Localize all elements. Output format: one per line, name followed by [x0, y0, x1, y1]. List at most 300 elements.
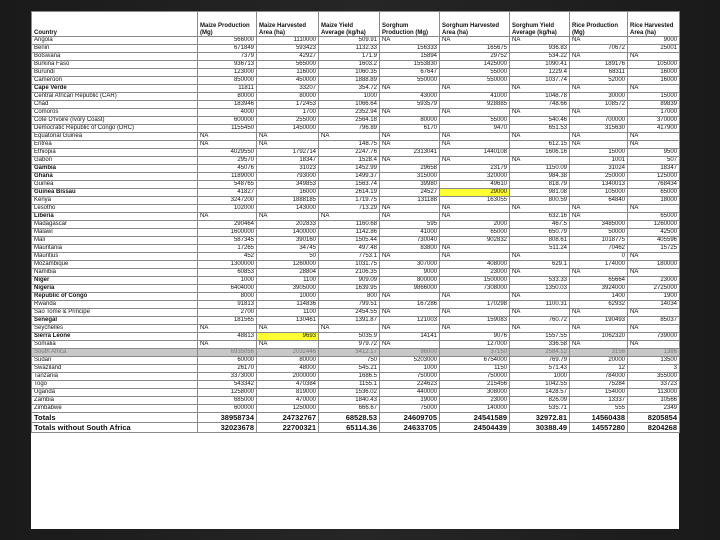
value-cell: 1528.4 — [319, 157, 380, 165]
value-cell: 159083 — [440, 317, 510, 325]
value-cell: NA — [380, 213, 440, 221]
value-cell: 3924000 — [570, 285, 628, 293]
value-cell: 632.16 — [510, 213, 570, 221]
value-cell: 125000 — [628, 173, 680, 181]
value-cell: 800 — [319, 293, 380, 301]
table-row — [32, 69, 680, 77]
value-cell: 1840.43 — [319, 397, 380, 405]
value-cell: 24527 — [380, 189, 440, 197]
value-cell: 31023 — [257, 165, 319, 173]
table-row — [32, 325, 680, 333]
value-cell: 800.59 — [510, 197, 570, 205]
value-cell: 140000 — [440, 405, 510, 413]
value-cell: NA — [440, 253, 510, 261]
value-cell: 67647 — [380, 69, 440, 77]
country-cell: Mauritania — [32, 245, 198, 253]
header-row — [32, 12, 680, 37]
value-cell: 250000 — [570, 173, 628, 181]
value-cell: 174000 — [570, 261, 628, 269]
value-cell: 1350.03 — [510, 285, 570, 293]
value-cell: 440000 — [380, 389, 440, 397]
table-row — [32, 189, 680, 197]
value-cell: 349853 — [257, 181, 319, 189]
value-cell: 75000 — [380, 405, 440, 413]
value-cell: NA — [570, 109, 628, 117]
table-row — [32, 61, 680, 69]
value-cell: 8204268 — [628, 423, 680, 433]
table-row — [32, 285, 680, 293]
value-cell: 796.89 — [319, 125, 380, 133]
value-cell: 55000 — [440, 117, 510, 125]
value-cell: 7379 — [198, 53, 257, 61]
value-cell: 534.22 — [510, 53, 570, 61]
spreadsheet-sheet — [31, 11, 679, 529]
value-cell: NA — [440, 85, 510, 93]
value-cell: NA — [570, 341, 628, 349]
value-cell: NA — [440, 309, 510, 317]
value-cell: 9000 — [628, 37, 680, 45]
value-cell: NA — [510, 253, 570, 261]
country-cell: Togo — [32, 381, 198, 389]
value-cell: NA — [319, 133, 380, 141]
value-cell: 1258000 — [198, 389, 257, 397]
value-cell: 15000 — [570, 149, 628, 157]
table-row — [32, 181, 680, 189]
value-cell: 8000 — [198, 293, 257, 301]
value-cell: 2725000 — [628, 285, 680, 293]
table-row — [32, 269, 680, 277]
value-cell: NA — [380, 253, 440, 261]
value-cell: 981.08 — [510, 189, 570, 197]
value-cell: 600000 — [198, 405, 257, 413]
value-cell: NA — [510, 325, 570, 333]
value-cell: NA — [510, 309, 570, 317]
table-row — [32, 309, 680, 317]
country-cell: Republic of Congo — [32, 293, 198, 301]
value-cell: 70672 — [570, 45, 628, 53]
country-cell: Mauritius — [32, 253, 198, 261]
value-cell: 2584.12 — [510, 349, 570, 357]
value-cell: 1037.74 — [510, 77, 570, 85]
value-cell: 1000 — [319, 93, 380, 101]
value-cell: 902832 — [440, 237, 510, 245]
value-cell: NA — [380, 293, 440, 301]
value-cell: NA — [510, 133, 570, 141]
table-row — [32, 389, 680, 397]
table-row — [32, 341, 680, 349]
value-cell: 38958734 — [198, 413, 257, 423]
value-cell: 1505.44 — [319, 237, 380, 245]
value-cell: 1260000 — [257, 261, 319, 269]
table-body — [32, 37, 680, 433]
value-cell: 30388.49 — [510, 423, 570, 433]
table-row — [32, 333, 680, 341]
value-cell: 65664 — [570, 277, 628, 285]
table-row — [32, 77, 680, 85]
value-cell: 18347 — [257, 157, 319, 165]
value-cell: NA — [628, 309, 680, 317]
header-sorghum-yield: Sorghum Yield Average (kg/ha) — [510, 12, 570, 37]
country-cell: Senegal — [32, 317, 198, 325]
header-maize-production: Maize Production (Mg) — [198, 12, 257, 37]
value-cell: 9470 — [440, 125, 510, 133]
value-cell: 172453 — [257, 101, 319, 109]
value-cell: 16000 — [257, 189, 319, 197]
country-cell: Zambia — [32, 397, 198, 405]
value-cell: 41000 — [380, 229, 440, 237]
country-cell: Madagascar — [32, 221, 198, 229]
table-row — [32, 365, 680, 373]
value-cell: NA — [570, 205, 628, 213]
value-cell: 24732767 — [257, 413, 319, 423]
table-row — [32, 381, 680, 389]
value-cell: 13500 — [628, 357, 680, 365]
table-row — [32, 245, 680, 253]
value-cell: 593579 — [380, 101, 440, 109]
value-cell: 320000 — [440, 173, 510, 181]
country-cell: Burkina Faso — [32, 61, 198, 69]
country-cell: Namibia — [32, 269, 198, 277]
value-cell: 42927 — [257, 53, 319, 61]
value-cell: 29570 — [198, 157, 257, 165]
value-cell: 180000 — [628, 261, 680, 269]
value-cell: 1553830 — [380, 61, 440, 69]
value-cell: 127000 — [440, 341, 510, 349]
value-cell: 1000 — [198, 277, 257, 285]
value-cell: 1110000 — [257, 37, 319, 45]
value-cell: NA — [440, 157, 510, 165]
value-cell: 550000 — [440, 77, 510, 85]
value-cell: 3412.17 — [319, 349, 380, 357]
value-cell: NA — [628, 205, 680, 213]
table-row — [32, 109, 680, 117]
value-cell: 183946 — [198, 101, 257, 109]
country-cell: Eritrea — [32, 141, 198, 149]
country-cell: Sudan — [32, 357, 198, 365]
value-cell: 1557.55 — [510, 333, 570, 341]
value-cell: 224623 — [380, 381, 440, 389]
value-cell: 566000 — [198, 37, 257, 45]
value-cell: NA — [440, 109, 510, 117]
country-cell: Equatorial Guinea — [32, 133, 198, 141]
value-cell: 30000 — [570, 93, 628, 101]
value-cell: 89839 — [628, 101, 680, 109]
value-cell: NA — [319, 325, 380, 333]
value-cell: NA — [380, 109, 440, 117]
value-cell: 543342 — [198, 381, 257, 389]
value-cell: NA — [380, 133, 440, 141]
totals-row — [32, 423, 680, 433]
country-cell: Totals without South Africa — [32, 423, 198, 433]
country-cell: Angola — [32, 37, 198, 45]
country-cell: Zimbabwe — [32, 405, 198, 413]
value-cell: 91813 — [198, 301, 257, 309]
value-cell: NA — [570, 85, 628, 93]
value-cell: 41827 — [198, 189, 257, 197]
value-cell: 1450000 — [257, 125, 319, 133]
value-cell: 41000 — [440, 93, 510, 101]
value-cell: 1060.35 — [319, 69, 380, 77]
table-row — [32, 205, 680, 213]
value-cell: 571.43 — [510, 365, 570, 373]
value-cell: NA — [628, 133, 680, 141]
value-cell: 24541589 — [440, 413, 510, 423]
value-cell: 102000 — [198, 205, 257, 213]
value-cell: 1603.2 — [319, 61, 380, 69]
value-cell: NA — [380, 309, 440, 317]
value-cell: NA — [570, 269, 628, 277]
value-cell: 750 — [319, 357, 380, 365]
value-cell: 65114.36 — [319, 423, 380, 433]
value-cell: 9076 — [440, 333, 510, 341]
country-cell: Cote D'Ivoire (Ivory Coast) — [32, 117, 198, 125]
value-cell: NA — [570, 325, 628, 333]
value-cell: 143000 — [257, 205, 319, 213]
country-cell: Rwanda — [32, 301, 198, 309]
value-cell: NA — [380, 37, 440, 45]
header-rice-area: Rice Harvested Area (ha) — [628, 12, 680, 37]
value-cell: 470384 — [257, 381, 319, 389]
country-cell: Gambia — [32, 165, 198, 173]
value-cell: 0 — [570, 253, 628, 261]
value-cell: NA — [380, 85, 440, 93]
value-cell: NA — [198, 213, 257, 221]
value-cell: NA — [257, 341, 319, 349]
country-cell: Cameroon — [32, 77, 198, 85]
value-cell: 14141 — [380, 333, 440, 341]
table-row — [32, 149, 680, 157]
value-cell: 1100 — [257, 277, 319, 285]
value-cell: 28804 — [257, 269, 319, 277]
value-cell: 114836 — [257, 301, 319, 309]
value-cell: 154000 — [570, 389, 628, 397]
country-cell: Lesotho — [32, 205, 198, 213]
value-cell: 290464 — [198, 221, 257, 229]
country-cell: Mozambique — [32, 261, 198, 269]
value-cell: 29658 — [380, 165, 440, 173]
value-cell: 1042.55 — [510, 381, 570, 389]
value-cell: 31024 — [570, 165, 628, 173]
value-cell: 16000 — [628, 77, 680, 85]
value-cell: 2032446 — [257, 349, 319, 357]
value-cell: 370000 — [628, 117, 680, 125]
value-cell: NA — [628, 53, 680, 61]
value-cell: 600000 — [198, 117, 257, 125]
value-cell: 1000 — [380, 365, 440, 373]
value-cell: 1700 — [257, 109, 319, 117]
country-cell: Sao Tome & Principe — [32, 309, 198, 317]
value-cell: 799.51 — [319, 301, 380, 309]
value-cell: 769.79 — [510, 357, 570, 365]
value-cell: 96000 — [380, 349, 440, 357]
value-cell: 671849 — [198, 45, 257, 53]
value-cell: 13337 — [570, 397, 628, 405]
value-cell: 8205854 — [628, 413, 680, 423]
value-cell: 450000 — [257, 77, 319, 85]
value-cell: 1066.64 — [319, 101, 380, 109]
value-cell: 511.24 — [510, 245, 570, 253]
value-cell: 629.1 — [510, 261, 570, 269]
value-cell: 105000 — [628, 61, 680, 69]
value-cell: 507 — [628, 157, 680, 165]
country-cell: Ghana — [32, 173, 198, 181]
value-cell: NA — [510, 205, 570, 213]
value-cell: 1132.33 — [319, 45, 380, 53]
value-cell: 2247.76 — [319, 149, 380, 157]
value-cell: 75284 — [570, 381, 628, 389]
value-cell: 1001 — [570, 157, 628, 165]
value-cell: 26170 — [198, 365, 257, 373]
value-cell: 593423 — [257, 45, 319, 53]
value-cell: 25001 — [628, 45, 680, 53]
country-cell: Uganda — [32, 389, 198, 397]
country-cell: Comoros — [32, 109, 198, 117]
value-cell: 315000 — [380, 173, 440, 181]
value-cell: 65000 — [440, 229, 510, 237]
value-cell: NA — [380, 141, 440, 149]
value-cell: NA — [628, 85, 680, 93]
value-cell: 156333 — [380, 45, 440, 53]
country-cell: Tanzania — [32, 373, 198, 381]
value-cell: 163055 — [440, 197, 510, 205]
value-cell: 1719.75 — [319, 197, 380, 205]
value-cell: NA — [440, 245, 510, 253]
value-cell: 121003 — [380, 317, 440, 325]
value-cell: 33207 — [257, 85, 319, 93]
value-cell: 1090.41 — [510, 61, 570, 69]
value-cell: 713.29 — [319, 205, 380, 213]
table-row — [32, 357, 680, 365]
value-cell: 4029550 — [198, 149, 257, 157]
value-cell: 1000 — [510, 373, 570, 381]
value-cell: 928885 — [440, 101, 510, 109]
value-cell: 18347 — [628, 165, 680, 173]
value-cell: 467.5 — [510, 221, 570, 229]
value-cell: 15894 — [380, 53, 440, 61]
value-cell: 1340013 — [570, 181, 628, 189]
value-cell: 1639.95 — [319, 285, 380, 293]
value-cell: 651.53 — [510, 125, 570, 133]
value-cell: 17000 — [628, 109, 680, 117]
country-cell: Totals — [32, 413, 198, 423]
value-cell: 24609705 — [380, 413, 440, 423]
value-cell: 1792714 — [257, 149, 319, 157]
table-row — [32, 133, 680, 141]
value-cell: 748.66 — [510, 101, 570, 109]
value-cell: 3905000 — [257, 285, 319, 293]
value-cell: 167286 — [380, 301, 440, 309]
value-cell: 20000 — [570, 357, 628, 365]
value-cell: NA — [440, 325, 510, 333]
value-cell: 850000 — [198, 77, 257, 85]
value-cell: NA — [570, 141, 628, 149]
value-cell: 16000 — [628, 69, 680, 77]
value-cell: 29000 — [440, 189, 510, 197]
table-row — [32, 229, 680, 237]
value-cell: 2000 — [440, 221, 510, 229]
value-cell: 23000 — [628, 277, 680, 285]
country-cell: Somalia — [32, 341, 198, 349]
value-cell: 909.09 — [319, 277, 380, 285]
value-cell: 979.72 — [319, 341, 380, 349]
value-cell: 1686.5 — [319, 373, 380, 381]
value-cell: 48813 — [198, 333, 257, 341]
value-cell: 535.71 — [510, 405, 570, 413]
value-cell: 315630 — [570, 125, 628, 133]
value-cell: NA — [198, 341, 257, 349]
value-cell: 70462 — [570, 245, 628, 253]
value-cell: 9866000 — [380, 285, 440, 293]
value-cell: NA — [510, 37, 570, 45]
crop-production-table — [31, 11, 680, 433]
value-cell: 1062320 — [570, 333, 628, 341]
value-cell: 18000 — [628, 197, 680, 205]
value-cell: 768434 — [628, 181, 680, 189]
table-row — [32, 397, 680, 405]
value-cell: 6170 — [380, 125, 440, 133]
value-cell: 550000 — [380, 77, 440, 85]
value-cell: 23000 — [440, 269, 510, 277]
value-cell: 24504439 — [440, 423, 510, 433]
value-cell: NA — [628, 325, 680, 333]
country-cell: Democratic Republic of Congo (DRC) — [32, 125, 198, 133]
value-cell: 308000 — [440, 389, 510, 397]
value-cell: 2352.94 — [319, 109, 380, 117]
value-cell: 2349 — [628, 405, 680, 413]
value-cell: 2454.55 — [319, 309, 380, 317]
table-row — [32, 349, 680, 357]
table-row — [32, 301, 680, 309]
value-cell: NA — [628, 253, 680, 261]
value-cell: 565000 — [257, 61, 319, 69]
value-cell: 123000 — [198, 69, 257, 77]
value-cell: 85037 — [628, 317, 680, 325]
value-cell: NA — [570, 133, 628, 141]
value-cell: 80000 — [380, 117, 440, 125]
value-cell: NA — [570, 37, 628, 45]
table-row — [32, 213, 680, 221]
value-cell: 936713 — [198, 61, 257, 69]
table-row — [32, 277, 680, 285]
value-cell: 15725 — [628, 245, 680, 253]
value-cell: 12 — [570, 365, 628, 373]
value-cell: 533.33 — [510, 277, 570, 285]
value-cell: 50 — [257, 253, 319, 261]
value-cell: 1155.1 — [319, 381, 380, 389]
value-cell: 818.79 — [510, 181, 570, 189]
value-cell: 105000 — [570, 189, 628, 197]
table-row — [32, 221, 680, 229]
value-cell: 3 — [628, 365, 680, 373]
table-row — [32, 93, 680, 101]
country-cell: Chad — [32, 101, 198, 109]
value-cell: NA — [440, 213, 510, 221]
table-row — [32, 37, 680, 45]
value-cell: 1189000 — [198, 173, 257, 181]
value-cell: 2700 — [198, 309, 257, 317]
value-cell: 587345 — [198, 237, 257, 245]
value-cell: 23179 — [440, 165, 510, 173]
value-cell: 62932 — [570, 301, 628, 309]
value-cell: NA — [257, 141, 319, 149]
value-cell: 19000 — [380, 397, 440, 405]
value-cell: 42500 — [628, 229, 680, 237]
value-cell: 83800 — [380, 245, 440, 253]
header-maize-area: Maize Harvested Area (ha) — [257, 12, 319, 37]
value-cell: 1142.86 — [319, 229, 380, 237]
value-cell: NA — [380, 325, 440, 333]
value-cell: NA — [510, 109, 570, 117]
